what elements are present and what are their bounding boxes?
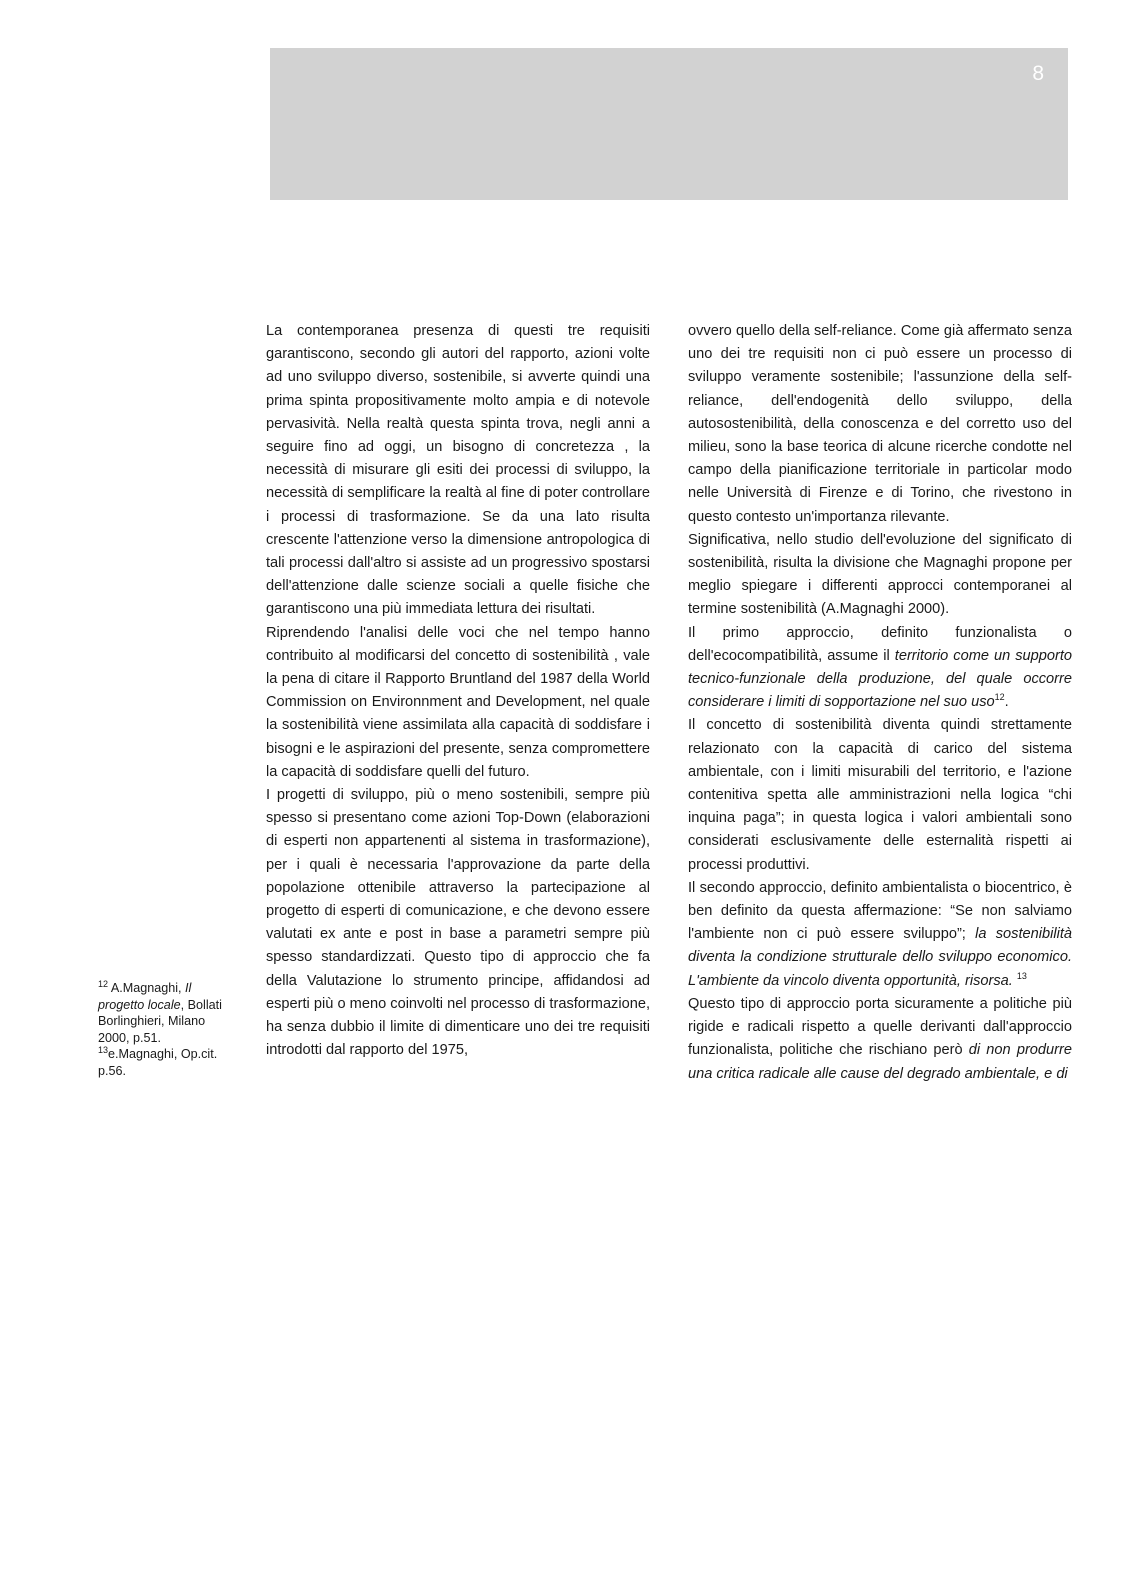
footnote-number: 13: [98, 1044, 109, 1055]
italic-text: territorio come un supporto tecnico-funzionale della produzione, del quale occorre considerare i limiti di sopportazione nel suo uso: [688, 647, 1072, 711]
header-band: [270, 48, 1068, 200]
paragraph: [688, 993, 1072, 1086]
text-run: , Bollati Borlinghieri, Milano 2000, p.51.: [98, 997, 222, 1045]
footnotes: [98, 980, 238, 1079]
left-column: [266, 320, 650, 1063]
text-run: e.Magnaghi, Op.cit. p.56.: [98, 1047, 218, 1078]
footnote-ref-12: 12: [994, 692, 1005, 703]
footnote-number: 12: [98, 978, 109, 989]
paragraph: La contemporanea presenza di questi tre requisiti garantiscono, secondo gli autori del rapporto, azioni volte ad uno sviluppo diverso, sostenibile, si avverte quindi una prima spinta propositivamente molto ampia e di notevole pervasività. Nella realtà questa spinta trova, negli anni a seguire fino ad oggi, un bisogno di concretezza , la necessità di misurare gli esiti dei processi di sviluppo, la necessità di semplificare la realtà al fine di poter controllare i processi di trasformazione. Se da una lato risulta crescente l'attenzione verso la dimensione antropologica di tali processi dall'altro si assiste ad un progressivo spostarsi dell'attenzione dalle scienze sociali a quelle fisiche che garantiscono una più immediata lettura dei risultati.: [266, 323, 650, 618]
page-number: 8: [1032, 62, 1044, 85]
paragraph: Significativa, nello studio dell'evoluzione del significato di sostenibilità, risulta la divisione che Magnaghi propone per meglio spiegare i differenti approcci contemporanei al termine sostenibilità (A.Magnaghi 2000).: [688, 531, 1072, 618]
footnote-ref-13: 13: [1016, 970, 1027, 981]
italic-text: la sostenibilità diventa la condizione strutturale dello sviluppo economico. L'ambiente da vincolo diventa opportunità, risorsa.: [688, 926, 1072, 989]
italic-text: di non produrre una critica radicale alle cause del degrado ambientale, e di: [688, 1042, 1072, 1082]
text-run: Il secondo approccio, definito ambientalista o biocentrico, è ben definito da questa affermazione: “Se non salviamo l'ambiente non ci può essere sviluppo”;: [688, 879, 1072, 943]
paragraph: Il concetto di sostenibilità diventa quindi strettamente relazionato con la capacità di carico del sistema ambientale, con i limiti misurabili del territorio, e l'azione contenitiva spetta alle amministrazioni nella logica “chi inquina paga”; in questa logica i valori ambientali sono considerati esclusivamente delle esternalità rispetti ai processi produttivi.: [688, 717, 1072, 873]
book-title: Il progetto locale: [98, 981, 192, 1012]
right-column: [688, 320, 1072, 1086]
paragraph: Riprendendo l'analisi delle voci che nel tempo hanno contribuito al modificarsi del concetto di sostenibilità , vale la pena di citare il Rapporto Bruntland del 1987 della World Commission on Environnment and Development, nel quale la sostenibilità viene assimilata alla capacità di soddisfare i bisogni e le aspirazioni del presente, senza compromettere la capacità di soddisfare quelli del futuro.: [266, 624, 650, 780]
paragraph: I progetti di sviluppo, più o meno sostenibili, sempre più spesso si presentano come azioni Top-Down (elaborazioni di esperti non appartenenti al sistema in trasformazione), per i quali è necessaria l'approvazione da parte della popolazione ottenibile attraverso la partecipazione al progetto di esperti di comunicazione, e che devono essere valutati ex ante e post in base a parametri sempre più spesso standardizzati. Questo tipo di approccio che fa della Valutazione lo strumento principe, affidandosi ad esperti più o meno coinvolti nel processo di trasformazione, ha senza dubbio il limite di dimenticare uno dei tre requisiti introdotti dal rapporto del 1975,: [266, 787, 650, 1059]
text-run: .: [1004, 694, 1009, 711]
footnote-13: [98, 1046, 238, 1079]
text-run: A.Magnaghi,: [108, 981, 186, 995]
text-run: Questo tipo di approccio porta sicuramente a politiche più rigide e radicali rispetto a quelle derivanti dall'approccio funzionalista, politiche che rischiano però: [688, 995, 1072, 1059]
paragraph: ovvero quello della self-reliance. Come già affermato senza uno dei tre requisiti non ci può essere un processo di sviluppo veramente sostenibile; l'assunzione della self-reliance, dell'endogenità dello sviluppo, della autosostenibilità, della conoscenza e del corretto uso del milieu, sono la base teorica di alcune ricerche condotte nel campo della pianificazione territoriale in particolar modo nelle Università di Firenze e di Torino, che rivestono in questo contesto un'importanza rilevante.: [688, 323, 1072, 525]
paragraph: [688, 877, 1072, 993]
text-run: Il primo approccio, definito funzionalista o dell'ecocompatibilità, assume il: [688, 624, 1072, 664]
footnote-12: [98, 980, 238, 1046]
paragraph: [688, 622, 1072, 715]
